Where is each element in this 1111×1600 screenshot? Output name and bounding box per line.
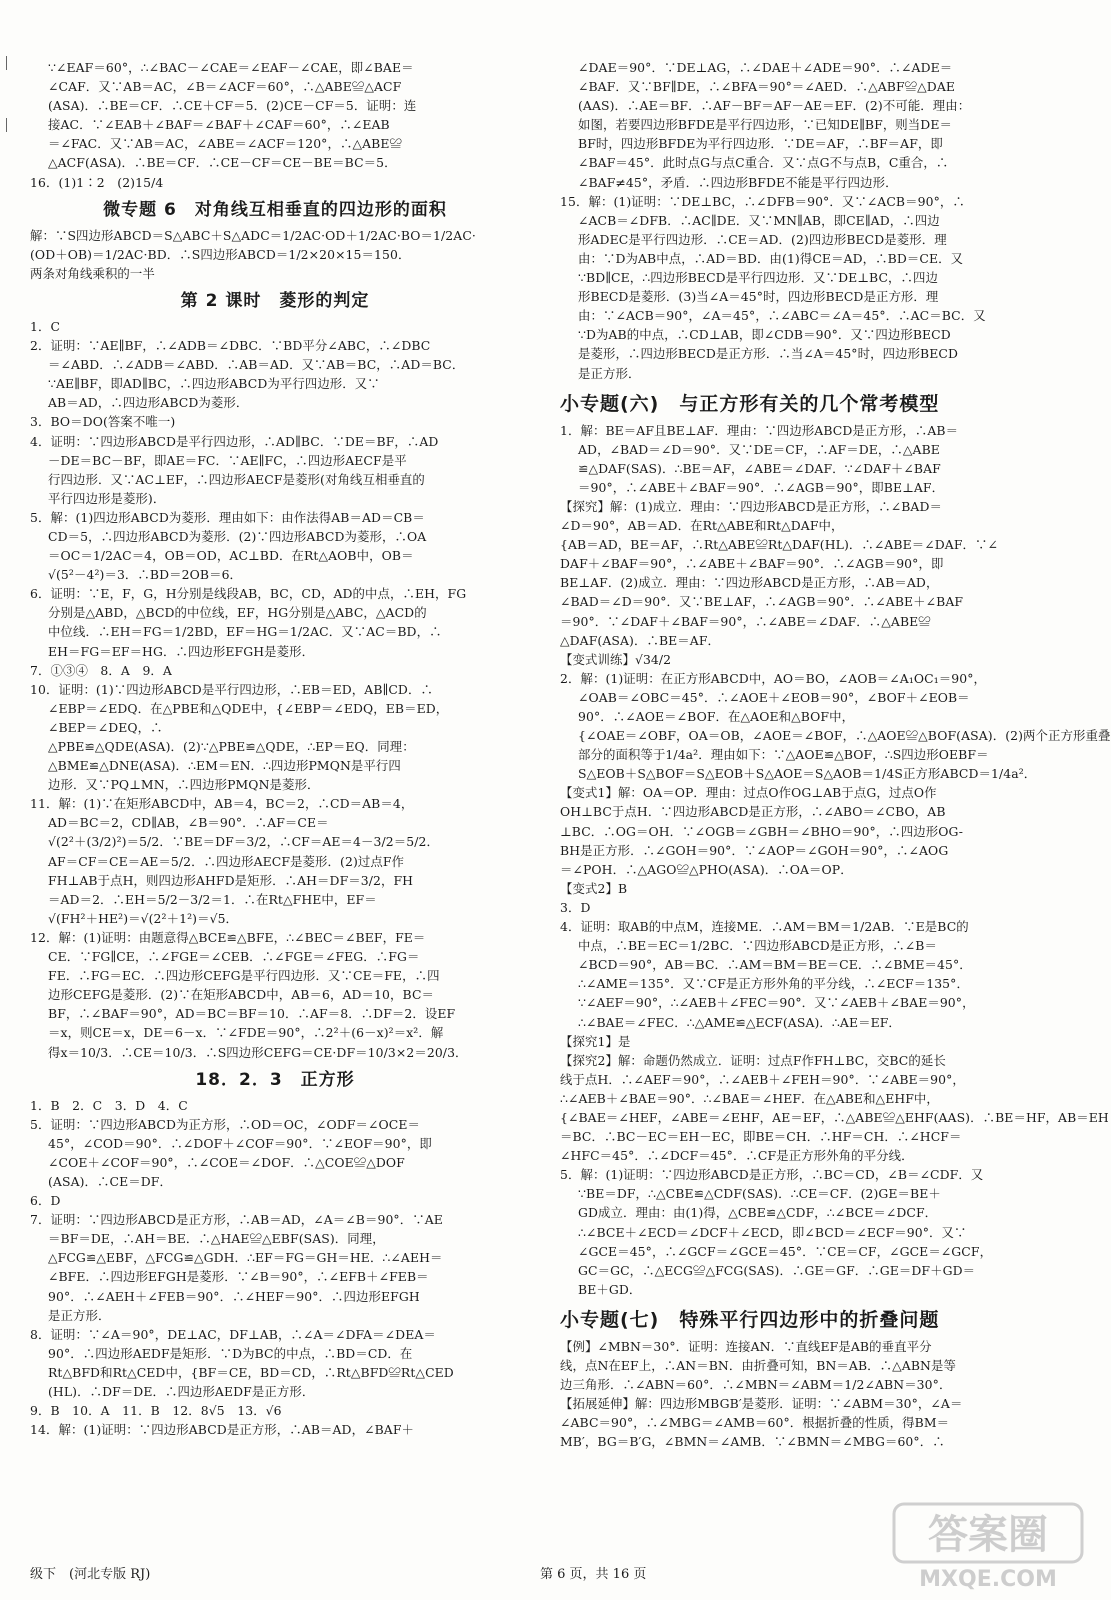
answer-line: 线于点H．∴∠AEF＝90°，∴∠AEB＋∠FEH＝90°．∵∠ABE＝90°， — [560, 1071, 965, 1087]
answer-line: －DE＝BC－BF，即AE＝FC．∵AE∥FC，∴四边形AECF是平 — [48, 452, 407, 468]
answer-line: 平行四边形是菱形)． — [48, 490, 166, 506]
answer-line: AD，∠BAD＝∠D＝90°．又∵DE＝CF，∴AF＝DE，∴△ABE — [578, 441, 940, 457]
answer-line: 7．证明：∵四边形ABCD是正方形，∴AB＝AD，∠A＝∠B＝90°．∵AE — [30, 1212, 443, 1228]
right-column — [560, 58, 1111, 1548]
answer-line: 5．解：(1)四边形ABCD为菱形．理由如下：由作法得AB＝AD＝CB＝ — [30, 509, 425, 525]
answer-line: FH⊥AB于点H，则四边形AHFD是矩形．∴AH＝DF＝3/2，FH — [48, 872, 414, 888]
answer-line: AD＝BC＝2，CD∥AB，∠B＝90°．∴AF＝CE＝ — [48, 815, 329, 831]
answer-line: 10．证明：(1)∵四边形ABCD是平行四边形，∴EB＝ED，AB∥CD．∴ — [30, 681, 433, 697]
answer-line: 45°，∠COD＝90°．∴∠DOF＋∠COF＝90°．∵∠EOF＝90°，即 — [48, 1135, 432, 1151]
answer-line: AF＝CF＝CE＝AE＝5/2．∴四边形AECF是菱形．(2)过点F作 — [48, 853, 405, 869]
answer-line: 边形CEFG是菱形．(2)∵在矩形ABCD中，AB＝6，AD＝10，BC＝ — [48, 987, 435, 1003]
answer-line: ∠ABC＝90°，∴∠MBG＝∠AMB＝60°．根据折叠的性质，得BM＝ — [560, 1415, 950, 1431]
answer-line: ∠HFC＝45°．∴∠DCF＝45°．∴CF是正方形外角的平分线． — [560, 1148, 914, 1164]
answer-line: 【变式训练】√34/2 — [560, 651, 672, 667]
answer-line: 3．D — [560, 899, 591, 915]
answer-line: Rt△BFD和Rt△CED中，{BF＝CE，BD＝CD，∴Rt△BFD≌Rt△CED — [48, 1364, 454, 1380]
answer-line: 中位线．∴EH＝FG＝1/2BD，EF＝HG＝1/2AC．又∵AC＝BD，∴ — [48, 624, 442, 640]
answer-line: 14．解：(1)证明：∵四边形ABCD是正方形，∴AB＝AD，∠BAF＋ — [30, 1422, 415, 1438]
answer-line: ＝90°，∴∠ABE＋∠BAF＝90°．∴∠AGB＝90°，即BE⊥AF． — [578, 479, 945, 495]
answer-line: ∵AE∥BF，即AD∥BC，∴四边形ABCD为平行四边形．又∵ — [48, 376, 380, 392]
answer-line: ∴∠BCE＋∠ECD＝∠DCF＋∠ECD，即∠BCD＝∠ECF＝90°．又∵ — [578, 1224, 967, 1240]
answer-line: √(FH²＋HE²)＝√(2²＋1²)＝√5． — [48, 910, 239, 926]
footer-page-number: 第 6 页，共 16 页 — [540, 1567, 647, 1582]
answer-line: ∵BE＝DF，∴△CBE≌△CDF(SAS)．∴CE＝CF．(2)GE＝BE＋ — [578, 1186, 941, 1202]
answer-line: ∠BEP＝∠DEQ，∴ — [48, 719, 163, 735]
answer-line: ∠CAF．又∵AB＝AC，∠B＝∠ACF＝60°，∴△ABE≌△ACF — [48, 79, 402, 95]
answer-line: △ACF(ASA)．∴BE＝CF．∴CE－CF＝CE－BE＝BC＝5． — [48, 155, 397, 171]
answer-line: ∠BAF＝45°．此时点G与点C重合．又∵点G不与点B，C重合，∴ — [578, 155, 949, 171]
answer-line: 6．D — [30, 1193, 61, 1209]
answer-line: 1．C — [30, 318, 61, 334]
answer-line: √(2²＋(3/2)²)＝5/2．∵BE＝DF＝3/2，∴CF＝AE＝4－3/2＝5/2． — [48, 834, 439, 850]
answer-line: 线，点N在EF上，∴AN＝BN．由折叠可知，BN＝AB．∴△ABN是等 — [560, 1358, 956, 1373]
answer-line: 2．解：(1)证明：在正方形ABCD中，AO＝BO，∠AOB＝∠A₁OC₁＝90°， — [560, 670, 987, 686]
answer-line: 9．B 10．A 11．B 12．8√5 13．√6 — [30, 1403, 282, 1419]
answer-line: 5．证明：∵四边形ABCD为正方形，∴OD＝OC，∠ODF＝∠OCE＝ — [30, 1116, 420, 1132]
answer-line: ∠DAE＝90°．∵DE⊥AG，∴∠DAE＋∠ADE＝90°．∴∠ADE＝ — [578, 60, 953, 75]
answer-line: 分别是△ABD，△BCD的中位线，EF，HG分别是△ABC，△ACD的 — [48, 605, 427, 621]
answer-line: ∵BD∥CE，∴四边形BECD是平行四边形．又∵DE⊥BC，∴四边 — [578, 270, 939, 286]
section-heading: 第 2 课时 菱形的判定 — [180, 290, 370, 311]
answer-line: 6．证明：∵E，F，G，H分别是线段AB，BC，CD，AD的中点，∴EH，FG — [30, 586, 467, 602]
watermark-logo — [888, 1500, 1088, 1592]
answer-line: 形ADEC是平行四边形．∴CE＝AD．(2)四边形BECD是菱形．理 — [578, 231, 947, 247]
answer-line: 【变式1】解：OA＝OP．理由：过点O作OG⊥AB于点G，过点O作 — [560, 785, 937, 801]
answer-line: 12．解：(1)证明：由题意得△BCE≌△BFE，∴∠BEC＝∠BEF，FE＝ — [30, 929, 426, 945]
answer-line: 解：∵S四边形ABCD＝S△ABC＋S△ADC＝1/2AC·OD＋1/2AC·BO＝1/2AC· — [30, 227, 476, 243]
answer-line: △FCG≌△EBF，△FCG≌△GDH．∴EF＝FG＝GH＝HE．∴∠AEH＝ — [48, 1250, 443, 1266]
answer-line: DAF＋∠BAF＝90°，∴∠ABE＋∠BAF＝90°．∴∠AGB＝90°，即 — [560, 556, 944, 572]
answer-line: MB′，BG＝B′G，∠BMN＝∠AMB．∵∠BMN＝∠MBG＝60°．∴ — [560, 1434, 945, 1450]
answer-line: CD＝5，∴四边形ABCD为菱形．(2)∵四边形ABCD为菱形，∴OA — [48, 528, 427, 544]
answer-line: ＝BF＝DE，∴AH＝BE．∴△HAE≌△EBF(SAS)．同理， — [48, 1231, 385, 1247]
answer-line: 中点，∴BE＝EC＝1/2BC．∵四边形ABCD是正方形，∴∠B＝ — [578, 938, 937, 954]
answer-line: ＝x，则CE＝x，DE＝6－x．∵∠FDE＝90°，∴2²＋(6－x)²＝x²．解 — [48, 1025, 444, 1041]
answer-line: △PBE≌△QDE(ASA)．(2)∵△PBE≌△QDE，∴EP＝EQ．同理： — [48, 739, 415, 754]
answer-line: ＝∠FAC．又∵AB＝AC，∠ABE＝∠ACF＝120°，∴△ABE≌ — [48, 136, 402, 152]
answer-line: (HL)．∴DF＝DE．∴四边形AEDF是正方形． — [48, 1384, 315, 1399]
answer-line: ∠BCD＝90°，AB＝BC．∴AM＝BM＝BE＝CE．∴∠BME＝45°． — [578, 957, 972, 973]
answer-line: 16．(1)1∶2 (2)15/4 — [30, 174, 164, 190]
answer-line: 【探究】解：(1)成立．理由：∵四边形ABCD是正方形，∴∠BAD＝ — [560, 498, 943, 514]
answer-line: BE＋GD． — [578, 1281, 642, 1297]
answer-line: 【拓展延伸】解：四边形MBGB′是菱形．证明：∵∠ABM＝30°，∠A＝ — [560, 1396, 963, 1412]
answer-line: (ASA)．∴CE＝DF． — [48, 1173, 172, 1189]
answer-line: 90°．∴∠AOE＝∠BOF．在△AOE和△BOF中， — [578, 709, 855, 724]
answer-line: ∠BAF．又∵BF∥DE，∴∠BFA＝90°＝∠AED．∴△ABF≌△DAE — [578, 79, 956, 95]
answer-line: ＝∠ABD．∴∠ADB＝∠ABD．∴AB＝AD．又∵AB＝BC，∴AD＝BC． — [48, 357, 465, 373]
answer-line: ∴∠AME＝135°．又∵CF是正方形外角的平分线，∴∠ECF＝135°． — [578, 976, 969, 992]
answer-line: (AAS)．∴AE＝BF．∴AF－BF＝AF－AE＝EF．(2)不可能．理由： — [578, 98, 971, 114]
answer-line: 是正方形． — [578, 365, 641, 381]
answer-line: 15．解：(1)证明：∵DE⊥BC，∴∠DFB＝90°．又∵∠ACB＝90°，∴ — [560, 193, 965, 209]
answer-line: EH＝FG＝EF＝HG．∴四边形EFGH是菱形． — [48, 643, 315, 659]
answer-line: BF，∴∠BAF＝90°，AD＝BC＝BF＝10．∴AF＝8．∴DF＝2．设EF — [48, 1006, 456, 1022]
answer-line: (ASA)．∴BE＝CF．∴CE＋CF＝5．(2)CE－CF＝5．证明：连 — [48, 98, 417, 114]
answer-line: {∠OAE＝∠OBF，OA＝OB，∠AOE＝∠BOF，∴△AOE≌△BOF(ASA)．(2)两个正方形重叠 — [578, 728, 1111, 744]
answer-line: (OD＋OB)＝1/2AC·BD．∴S四边形ABCD＝1/2×20×15＝150． — [30, 246, 411, 262]
topic-heading: 小专题(七) 特殊平行四边形中的折叠问题 — [560, 1308, 940, 1331]
answer-line: 【变式2】B — [560, 880, 628, 896]
answer-line: 是正方形． — [48, 1307, 111, 1323]
section-heading: 微专题 6 对角线互相垂直的四边形的面积 — [103, 199, 447, 220]
answer-line: 由：∵D为AB中点，∴AD＝BD．由(1)得CE＝AD，∴BD＝CE．又 — [578, 250, 964, 266]
answer-line: BE⊥AF．(2)成立．理由：∵四边形ABCD是正方形，∴AB＝AD， — [560, 575, 939, 591]
answer-line: ∵∠EAF＝60°，∴∠BAC－∠CAE＝∠EAF－∠CAE，即∠BAE＝ — [48, 60, 414, 75]
answer-line: 1．B 2．C 3．D 4．C — [30, 1097, 188, 1113]
answer-line: 边形．又∵PQ⊥MN，∴四边形PMQN是菱形． — [48, 777, 320, 793]
answer-line: △DAF(ASA)．∴BE＝AF． — [560, 632, 721, 648]
answer-line: ∠COE＋∠COF＝90°，∴∠COE＝∠DOF．∴△COE≌△DOF — [48, 1154, 405, 1170]
answer-line: ＝OC＝1/2AC＝4，OB＝OD，AC⊥BD．在Rt△AOB中，OB＝ — [48, 548, 414, 564]
answer-line: ＝BC．∴BC－EC＝EH－EC，即BE＝CH．∴HF＝CH．∴∠HCF＝ — [560, 1129, 962, 1145]
answer-line: 8．证明：∵∠A＝90°，DE⊥AC，DF⊥AB，∴∠A＝∠DFA＝∠DEA＝ — [30, 1326, 436, 1342]
answer-line: 边三角形．∴∠ABN＝60°．∴∠MBN＝∠ABM＝1/2∠ABN＝30°． — [560, 1377, 952, 1393]
answer-line: 4．证明：取AB的中点M，连接ME．∴AM＝BM＝1/2AB．∵E是BC的 — [560, 919, 969, 935]
answer-line: ∠BAD＝∠D＝90°．又∵BE⊥AF，∴∠AGB＝90°．∴∠ABE＋∠BAF — [560, 594, 964, 610]
answer-line: ＝∠POH．∴△AGO≌△PHO(ASA)．∴OA＝OP． — [560, 861, 853, 877]
answer-line: 行四边形．又∵AC⊥EF，∴四边形AECF是菱形(对角线互相垂直的 — [48, 471, 425, 487]
footer-edition: 级下 (河北专版 RJ) — [30, 1567, 151, 1582]
section-heading: 18．2．3 正方形 — [195, 1069, 355, 1090]
answer-line: 【探究1】是 — [560, 1033, 631, 1049]
answer-line: ∴∠BAE＝∠FEC．∴△AME≌△ECF(ASA)．∴AE＝EF． — [578, 1014, 901, 1030]
answer-line: 部分的面积等于1/4a²．理由如下：∵△AOE≌△BOF，∴S四边形OEBF＝ — [578, 747, 989, 763]
answer-line: 90°．∴四边形AEDF是矩形．∵D为BC的中点，∴BD＝CD．在 — [48, 1345, 413, 1361]
answer-line: 3．BO＝DO(答案不唯一) — [30, 414, 176, 430]
answer-line: {AB＝AD，BE＝AF，∴Rt△ABE≌Rt△DAF(HL)．∴∠ABE＝∠DAF．∵∠ — [560, 537, 998, 553]
answer-line: ⊥BC．∴OG＝OH．∵∠OGB＝∠GBH＝∠BHO＝90°，∴四边形OG- — [560, 823, 963, 839]
watermark-title: 答案圈 — [928, 1512, 1048, 1558]
answer-line: 【探究2】解：命题仍然成立．证明：过点F作FH⊥BC，交BC的延长 — [560, 1052, 946, 1068]
answer-line: 是菱形，∴四边形BECD是正方形．∴当∠A＝45°时，四边形BECD — [578, 346, 959, 362]
answer-line: BH是正方形．∴∠GOH＝90°．∵∠AOP＝∠GOH＝90°，∴∠AOG — [560, 842, 949, 858]
answer-line: GD成立．理由：由(1)得，△CBE≌△CDF，∴∠BCE＝∠DCF． — [578, 1205, 938, 1221]
answer-line: AB＝AD，∴四边形ABCD为菱形． — [48, 395, 249, 411]
answer-line: FE．∴FG＝EC．∴四边形CEFG是平行四边形．又∵CE＝FE，∴四 — [48, 968, 440, 984]
margin-mark — [6, 118, 13, 132]
answer-line: 4．证明：∵四边形ABCD是平行四边形，∴AD∥BC．∵DE＝BF，∴AD — [30, 433, 439, 449]
answer-line: 得x＝10/3．∴CE＝10/3．∴S四边形CEFG＝CE·DF＝10/3×2＝20/3． — [48, 1044, 468, 1060]
answer-line: 接AC．∵∠EAB＋∠BAF＝∠BAF＋∠CAF＝60°，∴∠EAB — [48, 117, 390, 133]
answer-line: 11．解：(1)∵在矩形ABCD中，AB＝4，BC＝2，∴CD＝AB＝4， — [30, 796, 414, 812]
answer-line: 【例】∠MBN＝30°．证明：连接AN．∵直线EF是AB的垂直平分 — [560, 1338, 932, 1354]
answer-line: ＝AD＝2．∴EH＝5/2－3/2＝1．∴在Rt△FHE中，EF＝ — [48, 891, 377, 907]
answer-line: BF时，四边形BFDE为平行四边形．∵DE＝AF，∴BF＝AF，即 — [578, 136, 943, 152]
answer-line: 形BECD是菱形．(3)当∠A＝45°时，四边形BECD是正方形．理 — [578, 289, 939, 305]
answer-line: 2．证明：∵AE∥BF，∴∠ADB＝∠DBC．∵BD平分∠ABC，∴∠DBC — [30, 338, 431, 354]
answer-line: 7．①③④ 8．A 9．A — [30, 662, 172, 678]
answer-line: ∠GCE＝45°，∴∠GCF＝∠GCE＝45°．∵CE＝CF，∠GCE＝∠GCF， — [578, 1243, 993, 1259]
answer-line: 由：∵∠ACB＝90°，∠A＝45°，∴∠ABC＝∠A＝45°．∴AC＝BC．又 — [578, 308, 986, 324]
margin-mark — [6, 56, 13, 70]
answer-line: OH⊥BC于点H．∵四边形ABCD是正方形，∴∠ABO＝∠CBO，AB — [560, 804, 946, 820]
answer-line: ∠EBP＝∠EDQ．在△PBE和△QDE中，{∠EBP＝∠EDQ，EB＝ED， — [48, 700, 449, 716]
answer-line: S△EOB＋S△BOF＝S△EOB＋S△AOE＝S△AOB＝1/4S正方形ABCD＝1/4a²． — [578, 766, 1037, 782]
answer-line: ∠BFE．∴四边形EFGH是菱形．∵∠B＝90°，∴∠EFB＋∠FEB＝ — [48, 1269, 429, 1285]
answer-line: ∠D＝90°，AB＝AD．在Rt△ABE和Rt△DAF中， — [560, 518, 844, 534]
answer-line: △BME≌△DNE(ASA)．∴EM＝EN．∴四边形PMQN是平行四 — [48, 758, 401, 774]
answer-line: √(5²－4²)＝3．∴BD＝2OB＝6． — [48, 567, 243, 583]
answer-line: ∵∠AEF＝90°，∴∠AEB＋∠FEC＝90°．又∵∠AEB＋∠BAE＝90°， — [578, 995, 975, 1011]
answer-line: ∵D为AB的中点，∴CD⊥AB，即∠CDB＝90°．又∵四边形BECD — [578, 327, 951, 343]
answer-line: 如图，若要四边形BFDE是平行四边形，∵已知DE∥BF，则当DE＝ — [578, 117, 952, 133]
left-column — [30, 58, 520, 1548]
topic-heading: 小专题(六) 与正方形有关的几个常考模型 — [560, 392, 940, 415]
answer-line: GC＝GC，∴△ECG≌△FCG(SAS)．∴GE＝GF．∴GE＝DF＋GD＝ — [578, 1262, 976, 1278]
answer-line: 5．解：(1)证明：∵四边形ABCD是正方形，∴BC＝CD，∠B＝∠CDF．又 — [560, 1167, 984, 1183]
answer-line: 1．解：BE＝AF且BE⊥AF．理由：∵四边形ABCD是正方形，∴AB＝ — [560, 422, 959, 438]
answer-line: ∠OAB＝∠OBC＝45°．∴∠AOE＋∠EOB＝90°，∠BOF＋∠EOB＝ — [578, 689, 970, 705]
answer-line: 90°．∴∠AEH＋∠FEB＝90°．∴∠HEF＝90°．∴四边形EFGH — [48, 1288, 420, 1304]
answer-line: ∠ACB＝∠DFB．∴AC∥DE．又∵MN∥AB，即CE∥AD，∴四边 — [578, 212, 940, 228]
answer-line: {∠BAE＝∠HEF，∠ABE＝∠EHF，AE＝EF，∴△ABE≌△EHF(AAS)．∴BE＝HF，AB＝EH — [560, 1109, 1109, 1125]
answer-line: CE．∵FG∥CE，∴∠FGE＝∠CEB．∴∠FGE＝∠FEG．∴FG＝ — [48, 949, 420, 965]
watermark-site: MXQE.COM — [919, 1567, 1057, 1592]
answer-line: ∴∠AEB＋∠BAE＝90°．∴∠BAE＝∠HEF．在△ABE和△EHF中， — [560, 1090, 939, 1106]
answer-line: 两条对角线乘积的一半 — [30, 265, 155, 281]
answer-line: ＝90°．∵∠DAF＋∠BAF＝90°，∴∠ABE＝∠DAF．∴△ABE≌ — [560, 613, 931, 629]
answer-line: ∠BAF≠45°，矛盾．∴四边形BFDE不能是平行四边形． — [578, 174, 898, 190]
answer-line: ≌△DAF(SAS)．∴BE＝AF，∠ABE＝∠DAF．∵∠DAF＋∠BAF — [578, 460, 941, 476]
